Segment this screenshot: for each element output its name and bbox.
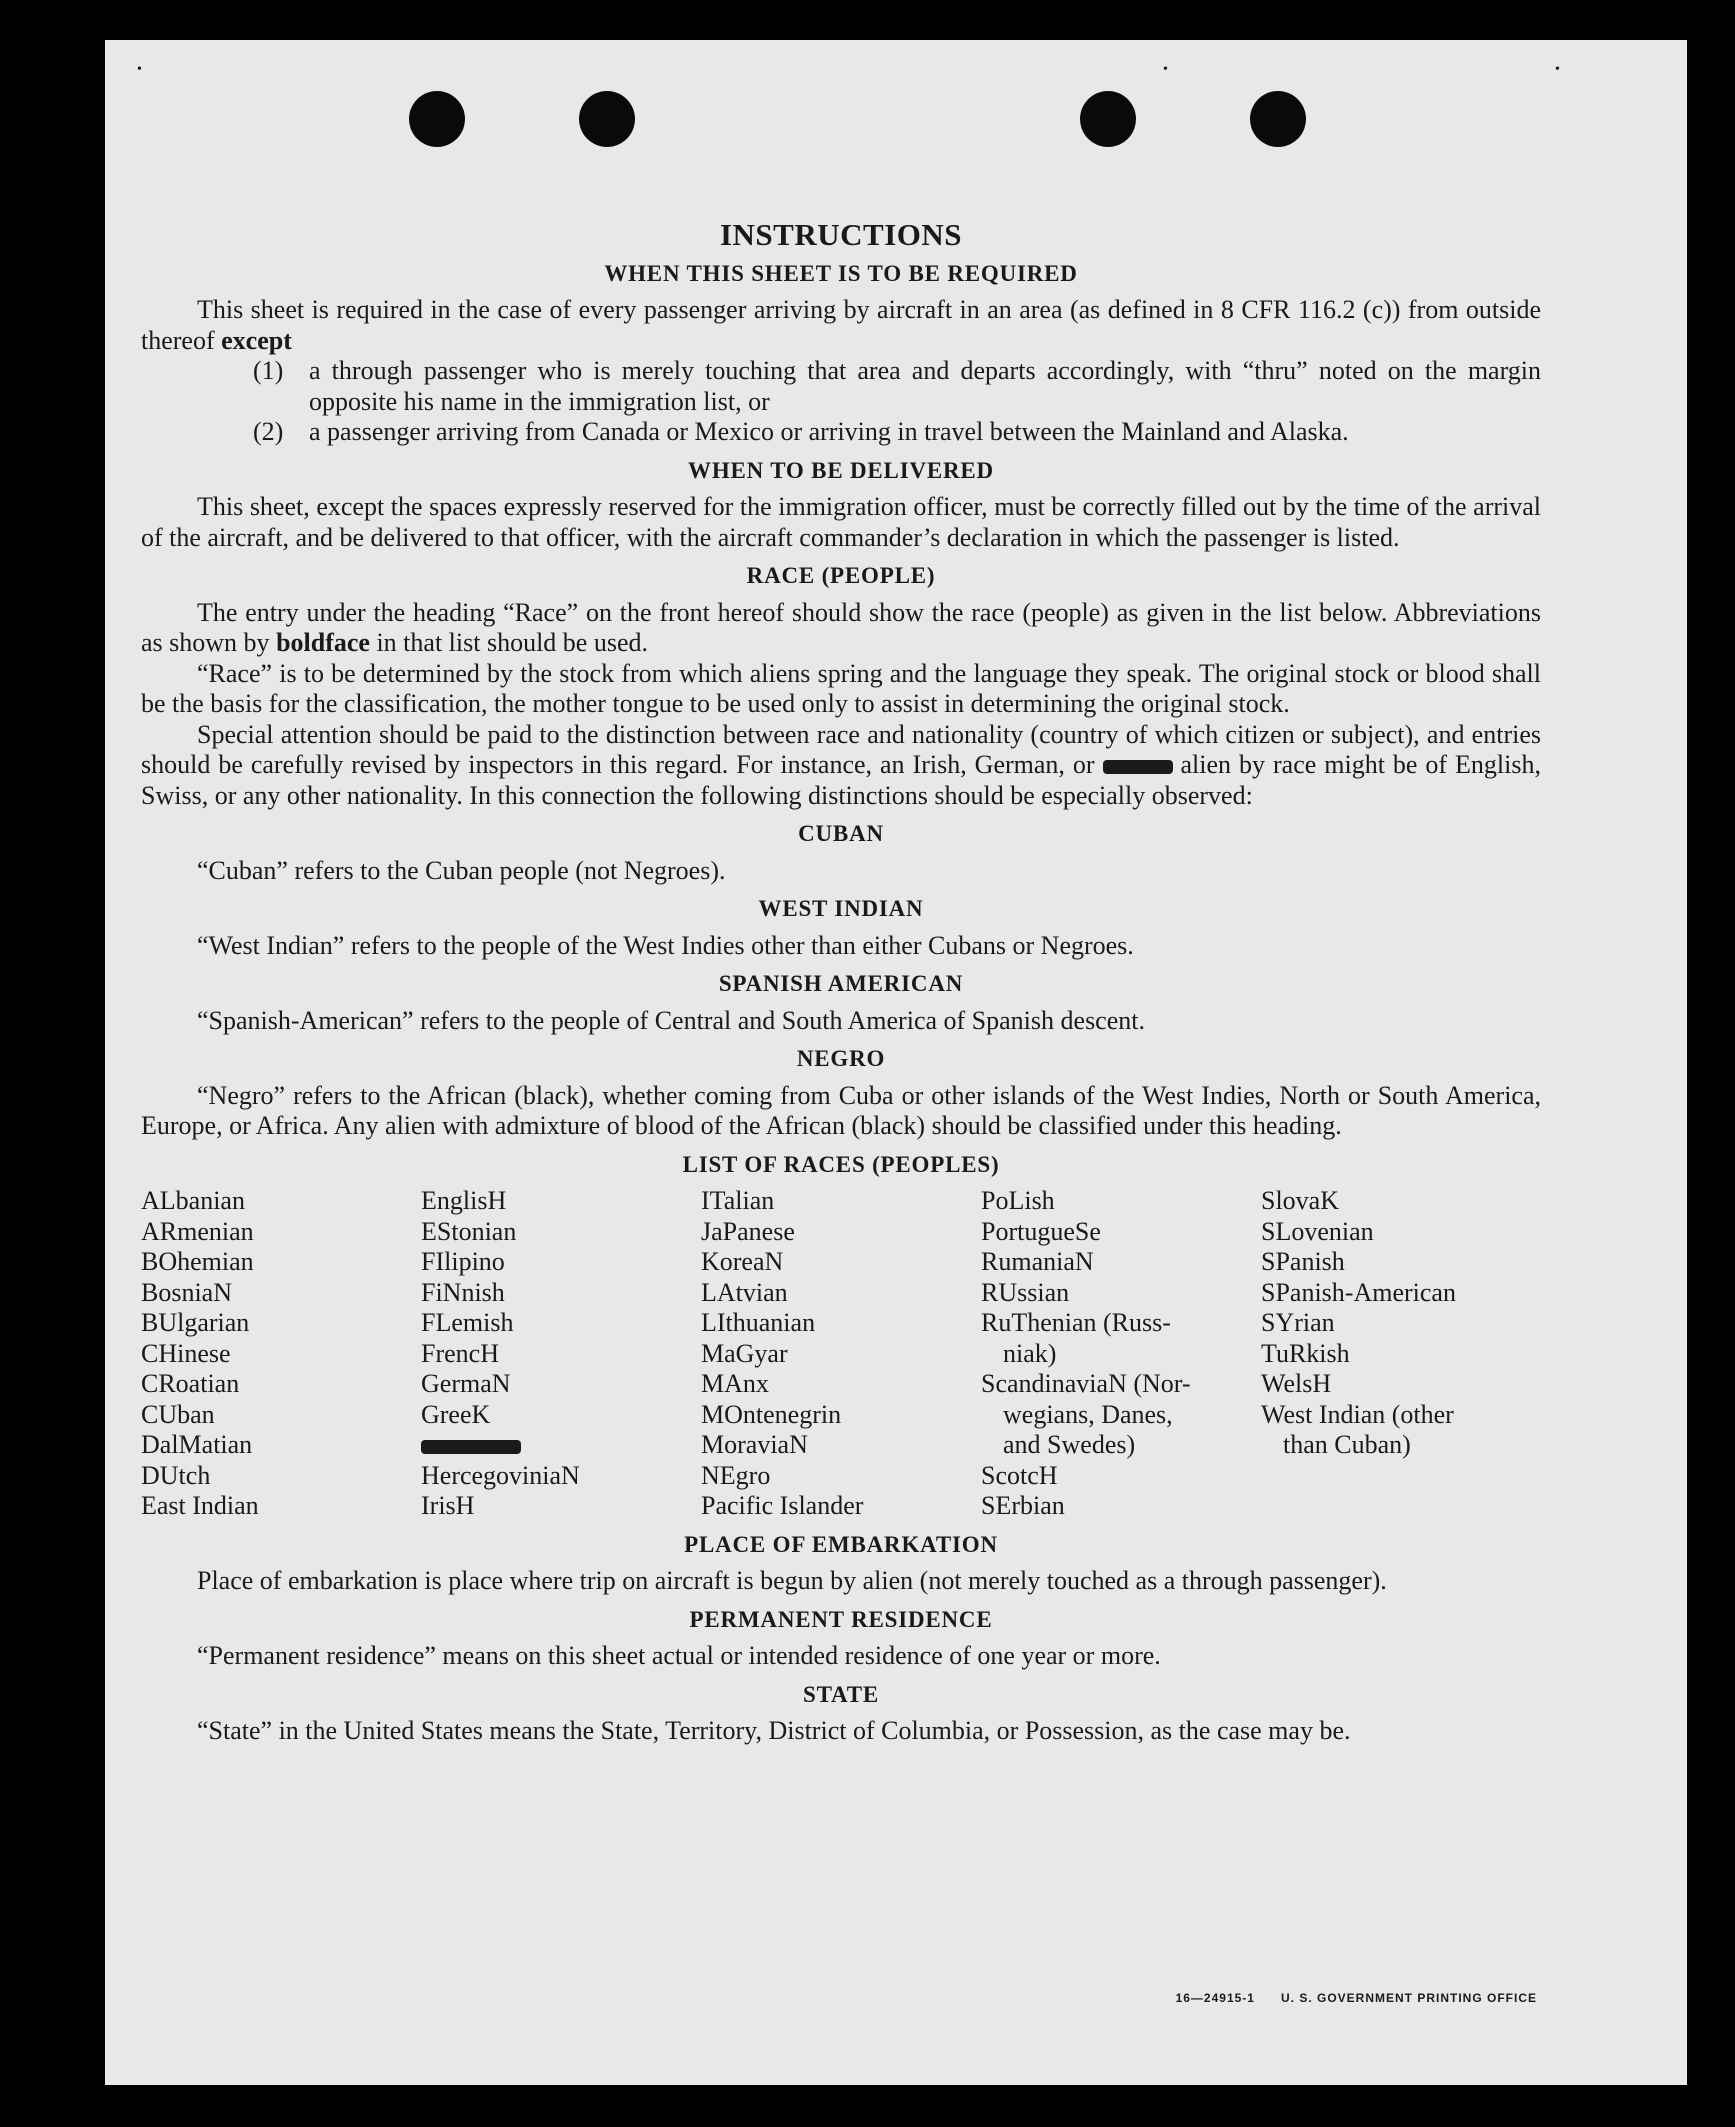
race-entry: SlovaK <box>1261 1186 1339 1215</box>
race-entry: MoraviaN <box>701 1430 808 1459</box>
paragraph-text: in that list should be used. <box>369 628 648 657</box>
race-entry: MaGyar <box>701 1338 788 1368</box>
section-heading-when-delivered: WHEN TO BE DELIVERED <box>688 457 994 483</box>
race-entry: West Indian (other <box>1261 1399 1454 1429</box>
race-entry: ARmenian <box>141 1216 254 1246</box>
races-column <box>981 1186 1261 1522</box>
race-entry: SLovenian <box>1261 1216 1374 1246</box>
paragraph-bold-text: except <box>221 325 292 355</box>
print-footer <box>1176 1991 1537 2005</box>
race-entry: RumaniaN <box>981 1247 1094 1276</box>
paragraph-race-2: “Race” is to be determined by the stock from which aliens spring and the language they speak. The original stock or blood shall be the basis for the classification, the mother tongue to be used only to assist in determining the original stock. <box>141 658 1541 718</box>
race-entry: SPanish <box>1261 1247 1345 1276</box>
race-entry-continuation: wegians, Danes, <box>1003 1399 1173 1429</box>
section-heading-state: STATE <box>802 1681 879 1707</box>
race-entry: RuThenian (Russ- <box>981 1308 1171 1337</box>
list-item-text: a through passenger who is merely touching that area and departs accordingly, with “thru” noted on the margin opposite his name in the immigration list, or <box>309 356 1541 416</box>
race-entry: ALbanian <box>141 1186 245 1215</box>
paragraph-race-1 <box>141 598 1541 659</box>
paragraph-cuban: “Cuban” refers to the Cuban people (not Negroes). <box>197 855 726 885</box>
paragraph-west-indian: “West Indian” refers to the people of the West Indies other than either Cubans or Negroes. <box>197 930 1134 960</box>
race-entry: GreeK <box>421 1399 491 1429</box>
race-entry: MOntenegrin <box>701 1399 842 1429</box>
race-entry: SPanish-American <box>1261 1277 1456 1307</box>
races-column <box>141 1186 421 1522</box>
section-heading-embarkation: PLACE OF EMBARKATION <box>684 1531 998 1557</box>
race-entry-continuation: and Swedes) <box>1003 1430 1136 1459</box>
races-column <box>701 1186 981 1522</box>
race-entry: CHinese <box>141 1338 231 1368</box>
race-entry: FLemish <box>421 1308 514 1337</box>
list-item-number: (2) <box>253 417 284 446</box>
race-entry: FIlipino <box>421 1247 505 1276</box>
races-list <box>141 1186 1541 1522</box>
paragraph-spanish-american: “Spanish-American” refers to the people of Central and South America of Spanish descent. <box>197 1005 1145 1035</box>
races-column <box>421 1186 701 1522</box>
race-entry: FiNnish <box>421 1277 505 1307</box>
paragraph-when-required <box>141 295 1541 356</box>
race-entry-continuation: niak) <box>1003 1338 1057 1368</box>
race-entry-continuation: than Cuban) <box>1283 1430 1411 1459</box>
race-entry: DUtch <box>141 1460 211 1490</box>
race-entry: BOhemian <box>141 1247 254 1276</box>
instructions-body <box>141 180 1541 1747</box>
section-heading-when-required: WHEN THIS SHEET IS TO BE REQUIRED <box>604 260 1078 286</box>
race-entry: TuRkish <box>1261 1338 1350 1368</box>
redaction-mark <box>421 1440 521 1454</box>
races-column <box>1261 1186 1541 1522</box>
race-entry: SYrian <box>1261 1308 1335 1337</box>
race-entry: ScandinaviaN (Nor- <box>981 1369 1191 1398</box>
race-entry: FrencH <box>421 1338 499 1368</box>
race-entry: ITalian <box>701 1186 775 1215</box>
scan-speck: • <box>1555 62 1560 77</box>
race-entry: LIthuanian <box>701 1308 816 1337</box>
race-entry: SErbian <box>981 1491 1065 1520</box>
race-entry: NEgro <box>701 1460 771 1490</box>
race-entry: KoreaN <box>701 1247 784 1276</box>
paragraph-residence: “Permanent residence” means on this sheet actual or intended residence of one year or more. <box>197 1641 1161 1670</box>
race-entry: East Indian <box>141 1491 259 1520</box>
list-item <box>141 417 1541 448</box>
page-title: INSTRUCTIONS <box>719 217 962 252</box>
race-entry-redacted <box>421 1430 701 1461</box>
form-number: 16—24915-1 <box>1175 1991 1255 2005</box>
paragraph-negro: “Negro” refers to the African (black), whether coming from Cuba or other islands of the West Indies, North or South America, Europe, or Africa. Any alien with admixture of blood of the African (black) should be classified under this heading. <box>141 1080 1541 1140</box>
race-entry: JaPanese <box>701 1216 795 1246</box>
race-entry: EStonian <box>421 1216 517 1246</box>
printer-credit: U. S. GOVERNMENT PRINTING OFFICE <box>1280 1991 1537 2005</box>
paragraph-state: “State” in the United States means the State, Territory, District of Columbia, or Possession, as the case may be. <box>197 1716 1351 1745</box>
section-heading-cuban: CUBAN <box>798 821 884 846</box>
scan-speck: • <box>1163 62 1168 77</box>
race-entry: LAtvian <box>701 1277 788 1307</box>
race-entry: WelsH <box>1261 1369 1332 1398</box>
race-entry: RUssian <box>981 1277 1070 1307</box>
paragraph-text: The entry under the heading “Race” on the front hereof should show the race (people) as given in the list below. Abbreviations as shown by <box>141 597 1541 657</box>
section-heading-list-of-races: LIST OF RACES (PEOPLES) <box>682 1151 1000 1177</box>
section-heading-residence: PERMANENT RESIDENCE <box>689 1606 993 1632</box>
race-entry: MAnx <box>701 1369 769 1398</box>
race-entry: BUlgarian <box>141 1308 250 1337</box>
paragraph-bold-text: boldface <box>276 628 370 657</box>
punch-hole <box>579 91 635 147</box>
race-entry: PortugueSe <box>981 1216 1101 1246</box>
race-entry: CUban <box>141 1399 215 1429</box>
race-entry: BosniaN <box>141 1277 232 1307</box>
punch-hole <box>1250 91 1306 147</box>
race-entry: PoLish <box>981 1186 1055 1215</box>
punch-hole <box>409 91 465 147</box>
document-page <box>105 40 1687 2085</box>
paragraph-text: This sheet is required in the case of every passenger arriving by aircraft in an area (as defined in 8 CFR 116.2 (c)) from outside thereof <box>141 295 1541 355</box>
scan-speck: • <box>137 62 142 77</box>
list-item <box>141 356 1541 417</box>
race-entry: HercegoviniaN <box>421 1460 580 1490</box>
section-heading-spanish-american: SPANISH AMERICAN <box>718 971 964 996</box>
section-heading-race: RACE (PEOPLE) <box>746 563 936 588</box>
punch-hole <box>1080 91 1136 147</box>
redaction-mark <box>1103 760 1173 774</box>
race-entry: GermaN <box>421 1369 511 1398</box>
paragraph-text: alien by race might be of English, Swiss, or any other nationality. In this connection the following distinctions should be especially observed: <box>141 750 1541 810</box>
section-heading-negro: NEGRO <box>796 1046 886 1071</box>
paragraph-race-3 <box>141 720 1541 812</box>
race-entry: DalMatian <box>141 1430 253 1459</box>
race-entry: Pacific Islander <box>701 1491 864 1520</box>
section-heading-west-indian: WEST INDIAN <box>758 896 924 921</box>
paragraph-when-delivered: This sheet, except the spaces expressly reserved for the immigration officer, must be correctly filled out by the time of the arrival of the aircraft, and be delivered to that officer, with the aircraft commander’s declaration in which the passenger is listed. <box>141 492 1541 552</box>
paragraph-embarkation: Place of embarkation is place where trip on aircraft is begun by alien (not merely touched as a through passenger). <box>197 1566 1387 1595</box>
race-entry: IrisH <box>421 1491 475 1520</box>
paragraph-text: Special attention should be paid to the distinction between race and nationality (country of which citizen or subject), and entries should be carefully revised by inspectors in this regard. For instance, an Irish, German, or <box>141 719 1541 779</box>
list-item-text: a passenger arriving from Canada or Mexico or arriving in travel between the Mainland and Alaska. <box>309 417 1349 446</box>
race-entry: CRoatian <box>141 1369 240 1398</box>
race-entry: EnglisH <box>421 1186 507 1215</box>
list-item-number: (1) <box>253 356 284 385</box>
race-entry: ScotcH <box>981 1460 1058 1490</box>
